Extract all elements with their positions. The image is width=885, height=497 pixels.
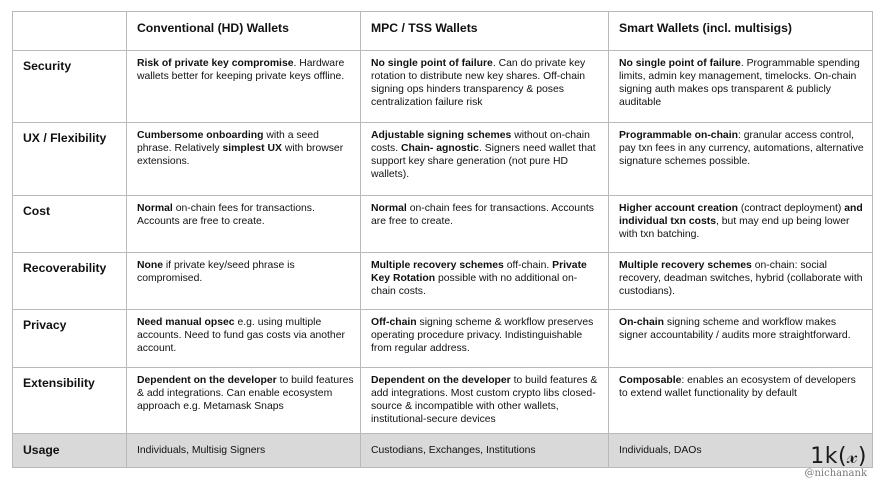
cell-recoverability-smart bbox=[609, 253, 873, 310]
header-row bbox=[13, 12, 873, 51]
cell-text-bold: Normal bbox=[137, 203, 173, 214]
cell-text: on-chain fees for transactions. Accounts are free to create. bbox=[137, 203, 315, 227]
cell-recoverability-conventional bbox=[127, 253, 361, 310]
row-label-usage: Usage bbox=[13, 434, 127, 468]
logo-mark: 1k(𝓍) bbox=[810, 444, 867, 469]
cell-text: on-chain fees for transactions. Accounts are free to create. bbox=[371, 203, 594, 227]
row-extensibility bbox=[13, 368, 873, 434]
cell-privacy-smart bbox=[609, 310, 873, 368]
cell-text-bold: Composable bbox=[619, 375, 682, 386]
cell-text: Custodians, Exchanges, Institutions bbox=[371, 444, 536, 456]
header-corner bbox=[13, 12, 127, 51]
cell-text: on-chain: social recovery, deadman switches, hybrid (collaborate with custodians). bbox=[619, 260, 863, 297]
header-conventional-hd-wallets: Conventional (HD) Wallets bbox=[127, 12, 361, 51]
cell-text-bold: On-chain bbox=[619, 317, 665, 328]
cell-cost-conventional bbox=[127, 196, 361, 253]
cell-text: : granular access control, pay txn fees in any currency, automations, alternative signature schemes possible. bbox=[619, 130, 864, 167]
cell-ux-mpc bbox=[361, 123, 609, 196]
cell-ux-conventional bbox=[127, 123, 361, 196]
row-label-recoverability: Recoverability bbox=[13, 253, 127, 310]
cell-text: Individuals, Multisig Signers bbox=[137, 444, 266, 456]
cell-text-bold: Chain- agnostic bbox=[401, 143, 479, 154]
cell-text: (contract deployment) bbox=[737, 203, 845, 214]
cell-text-bold: Normal bbox=[371, 203, 407, 214]
cell-text-bold: None bbox=[137, 260, 163, 271]
cell-text-bold: Programmable on-chain bbox=[619, 130, 738, 141]
cell-text: with a seed phrase. Relatively bbox=[137, 130, 319, 154]
cell-text-bold: No single point of failure bbox=[371, 58, 493, 69]
cell-extensibility-conventional bbox=[127, 368, 361, 434]
cell-recoverability-mpc bbox=[361, 253, 609, 310]
cell-text: without on-chain costs. bbox=[371, 130, 590, 154]
row-security bbox=[13, 51, 873, 123]
row-label-ux-flexibility: UX / Flexibility bbox=[13, 123, 127, 196]
cell-usage-mpc bbox=[361, 434, 609, 468]
cell-extensibility-smart bbox=[609, 368, 873, 434]
cell-cost-smart bbox=[609, 196, 873, 253]
cell-text-bold: No single point of failure bbox=[619, 58, 741, 69]
cell-text: e.g. using multiple accounts. Need to fund gas costs via another account. bbox=[137, 317, 345, 354]
cell-text: off-chain. bbox=[503, 260, 553, 271]
cell-text-bold: Cumbersome onboarding bbox=[137, 130, 264, 141]
cell-security-mpc bbox=[361, 51, 609, 123]
cell-privacy-conventional bbox=[127, 310, 361, 368]
cell-text: to build features & add integrations. Most custom crypto libs closed-source & incompatible with other wallets, institutional-secure devices bbox=[371, 375, 598, 425]
cell-extensibility-mpc bbox=[361, 368, 609, 434]
cell-text-bold: Dependent on the developer bbox=[371, 375, 511, 386]
cell-text-bold: simplest UX bbox=[222, 143, 282, 154]
cell-text-bold: Dependent on the developer bbox=[137, 375, 277, 386]
cell-text: . Signers need wallet that support key share generation (not pure HD wallets). bbox=[371, 143, 596, 180]
cell-text: . Can do private key rotation to distribute new key shares. Off-chain signing ops hinders transparency & poses centralization failure risk bbox=[371, 58, 586, 108]
cell-usage-conventional bbox=[127, 434, 361, 468]
cell-text: signing scheme & workflow preserves operating procedure privacy. Indistinguishable from regular address. bbox=[371, 317, 594, 354]
cell-text-bold: Need manual opsec bbox=[137, 317, 235, 328]
logo-handle: @nichanank bbox=[804, 468, 867, 479]
cell-security-conventional bbox=[127, 51, 361, 123]
cell-text: . Programmable spending limits, admin key management, timelocks. On-chain signing auth makes ops transparent & publicly auditable bbox=[619, 58, 860, 108]
wallet-comparison-table bbox=[12, 11, 873, 468]
cell-text-bold: Off-chain bbox=[371, 317, 417, 328]
cell-ux-smart bbox=[609, 123, 873, 196]
cell-text: to build features & add integrations. Can enable ecosystem approach e.g. Metamask Snaps bbox=[137, 375, 354, 412]
cell-text-bold: and individual txn costs bbox=[619, 203, 863, 227]
cell-text: . Hardware wallets better for keeping private keys offline. bbox=[137, 58, 345, 82]
cell-text: Individuals, DAOs bbox=[619, 444, 702, 456]
cell-text-bold: Multiple recovery schemes bbox=[619, 260, 752, 271]
cell-text-bold: Risk of private key compromise bbox=[137, 58, 294, 69]
cell-text: possible with no additional on-chain costs. bbox=[371, 273, 578, 297]
row-label-extensibility: Extensibility bbox=[13, 368, 127, 434]
cell-text: if private key/seed phrase is compromised. bbox=[137, 260, 295, 284]
row-cost bbox=[13, 196, 873, 253]
cell-text: , but may end up being lower with txn batching. bbox=[619, 216, 850, 240]
cell-text-bold: Adjustable signing schemes bbox=[371, 130, 512, 141]
row-usage bbox=[13, 434, 873, 468]
row-label-security: Security bbox=[13, 51, 127, 123]
cell-text-bold: Multiple recovery schemes bbox=[371, 260, 504, 271]
row-privacy bbox=[13, 310, 873, 368]
row-label-cost: Cost bbox=[13, 196, 127, 253]
cell-text-bold: Higher account creation bbox=[619, 203, 738, 214]
row-ux-flexibility bbox=[13, 123, 873, 196]
cell-text: signing scheme and workflow makes signer accountability / audits more straightforward. bbox=[619, 317, 851, 341]
row-label-privacy: Privacy bbox=[13, 310, 127, 368]
cell-cost-mpc bbox=[361, 196, 609, 253]
author-logo bbox=[804, 446, 867, 479]
cell-privacy-mpc bbox=[361, 310, 609, 368]
header-smart-wallets: Smart Wallets (incl. multisigs) bbox=[609, 12, 873, 51]
cell-text: : enables an ecosystem of developers to extend wallet functionality by default bbox=[619, 375, 856, 399]
cell-text: with browser extensions. bbox=[137, 143, 344, 167]
header-mpc-tss-wallets: MPC / TSS Wallets bbox=[361, 12, 609, 51]
cell-security-smart bbox=[609, 51, 873, 123]
row-recoverability bbox=[13, 253, 873, 310]
cell-text-bold: Private Key Rotation bbox=[371, 260, 587, 284]
